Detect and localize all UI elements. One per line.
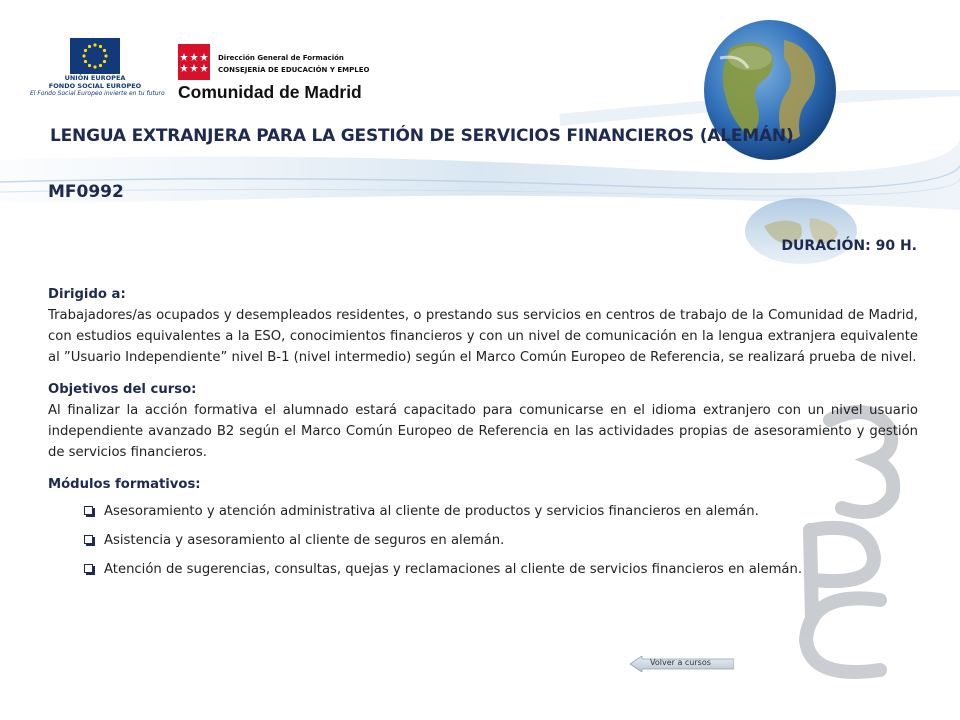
eu-flag-icon [70, 38, 120, 74]
target-section [48, 284, 918, 368]
list-item [84, 530, 918, 551]
course-code: MF0992 [48, 182, 124, 202]
course-duration: DURACIÓN: 90 H. [781, 238, 917, 254]
eu-logo-slogan: El Fondo Social Europeo invierte en tu futuro [30, 90, 165, 97]
target-heading: Dirigido a: [48, 287, 126, 302]
madrid-logo-line2: CONSEJERÍA DE EDUCACIÓN Y EMPLEO [218, 66, 370, 74]
modules-list [84, 501, 918, 580]
target-text: Trabajadores/as ocupados y desempleados residentes, o prestando sus servicios en centros de trabajo de la Comunidad de Madrid, con estudios equivalentes a la ESO, conocimientos financieros y con un nivel de comunicación en la lengua extranjera equivalente al ”Usuario Independiente” nivel B-1 (nivel intermedio) según el Marco Común Europeo de Referencia, se realizará prueba de nivel. [48, 308, 918, 365]
course-content [48, 284, 918, 591]
back-button-label: Volver a cursos [650, 658, 711, 667]
madrid-flag-icon [178, 44, 210, 80]
course-title: LENGUA EXTRANJERA PARA LA GESTIÓN DE SERVICIOS FINANCIEROS (ALEMÁN) [50, 126, 794, 146]
module-label: Asistencia y asesoramiento al cliente de seguros en alemán. [104, 533, 505, 548]
eu-logo-line2: FONDO SOCIAL EUROPEO [48, 82, 142, 90]
back-to-courses-button[interactable] [630, 656, 734, 672]
modules-section [48, 474, 918, 580]
list-item [84, 501, 918, 522]
objectives-text: Al finalizar la acción formativa el alumnado estará capacitado para comunicarse en el idioma extranjero con un nivel usuario independiente avanzado B2 según el Marco Común Europeo de Referencia en las actividades propias de asesoramiento y gestión de servicios financieros. [48, 403, 918, 460]
eu-logo [30, 38, 165, 98]
eu-logo-line1: UNIÓN EUROPEA [64, 74, 126, 82]
checkbox-bullet-icon [84, 535, 93, 544]
module-label: Atención de sugerencias, consultas, quejas y reclamaciones al cliente de servicios financieros en alemán. [104, 562, 803, 577]
globe-reflection-image [744, 196, 858, 266]
list-item [84, 559, 918, 580]
madrid-logo-line3: Comunidad de Madrid [178, 82, 362, 102]
objectives-heading: Objetivos del curso: [48, 382, 197, 397]
modules-heading: Módulos formativos: [48, 477, 201, 492]
checkbox-bullet-icon [84, 506, 93, 515]
checkbox-bullet-icon [84, 564, 93, 573]
madrid-logo-line1: Dirección General de Formación [218, 54, 344, 62]
objectives-section [48, 379, 918, 463]
module-label: Asesoramiento y atención administrativa al cliente de productos y servicios financieros en alemán. [104, 504, 759, 519]
